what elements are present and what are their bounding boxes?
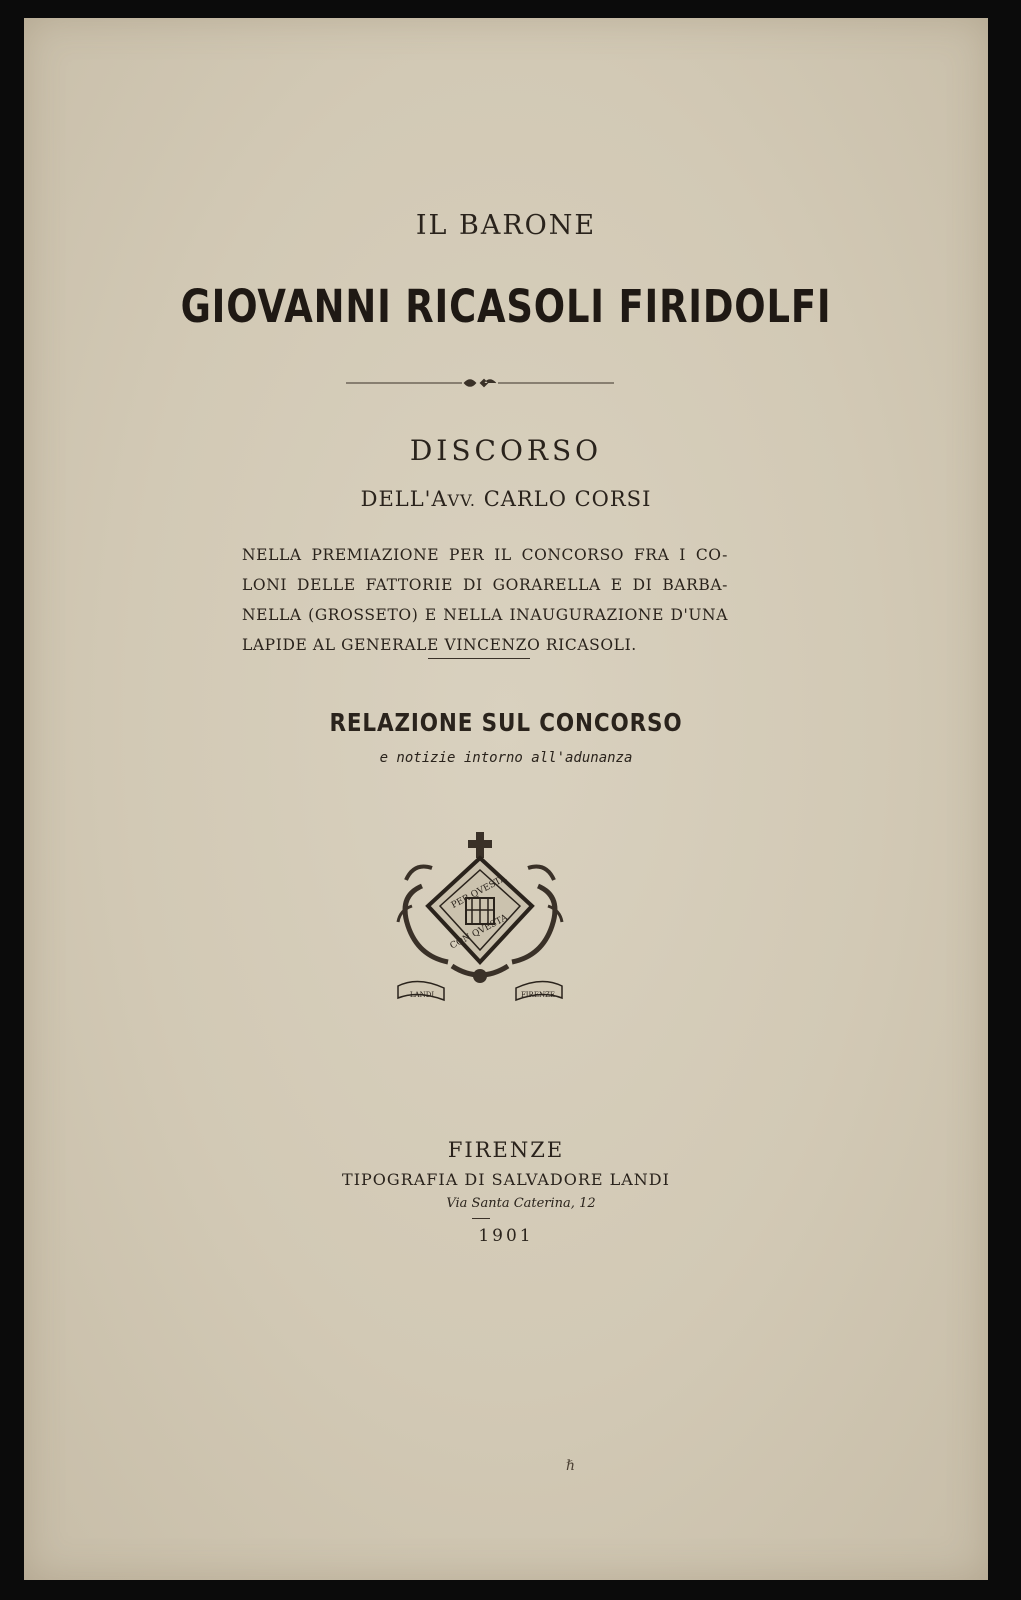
- emblem-motto-top: PER QVESTA: [449, 873, 509, 911]
- handwritten-mark: ℏ: [566, 1458, 576, 1474]
- city: FIRENZE: [447, 1138, 565, 1162]
- printer-emblem-icon: [392, 826, 568, 1002]
- description-line: LAPIDE AL GENERALE VINCENZO RICASOLI.: [242, 636, 637, 654]
- emblem-ribbon-right: FIRENZE: [520, 991, 556, 999]
- discorso-heading: DISCORSO: [409, 434, 603, 467]
- author-prefix: DELL'A: [360, 487, 448, 511]
- emblem-ribbon-left: LANDI: [409, 991, 435, 999]
- relazione-heading: RELAZIONE SUL CONCORSO: [329, 708, 683, 737]
- author-line: [24, 487, 988, 511]
- description-line: NELLA PREMIAZIONE PER IL CONCORSO FRA I CO-: [242, 546, 728, 564]
- divider-rule: [428, 658, 530, 659]
- author-name: CARLO CORSI: [483, 487, 652, 511]
- small-rule: [472, 1218, 490, 1219]
- description-line: NELLA (GROSSETO) E NELLA INAUGURAZIONE D'UNA: [242, 606, 728, 624]
- description: [242, 540, 728, 660]
- ornament-divider: [346, 375, 614, 391]
- title-page: [24, 18, 988, 1580]
- publication-year: 1901: [478, 1226, 534, 1246]
- main-title: GIOVANNI RICASOLI FIRIDOLFI: [180, 280, 832, 333]
- printer-name: TIPOGRAFIA DI SALVADORE LANDI: [342, 1170, 670, 1189]
- printer-address: Via Santa Caterina, 12: [446, 1196, 596, 1211]
- author-prefix-small: VV.: [447, 491, 477, 510]
- emblem-motto-bottom: CON QVESTA: [448, 912, 510, 952]
- description-line: LONI DELLE FATTORIE DI GORARELLA E DI BARBA-: [242, 576, 728, 594]
- relazione-subtitle: e notizie intorno all'adunanza: [379, 750, 633, 766]
- pretitle: IL BARONE: [415, 210, 597, 241]
